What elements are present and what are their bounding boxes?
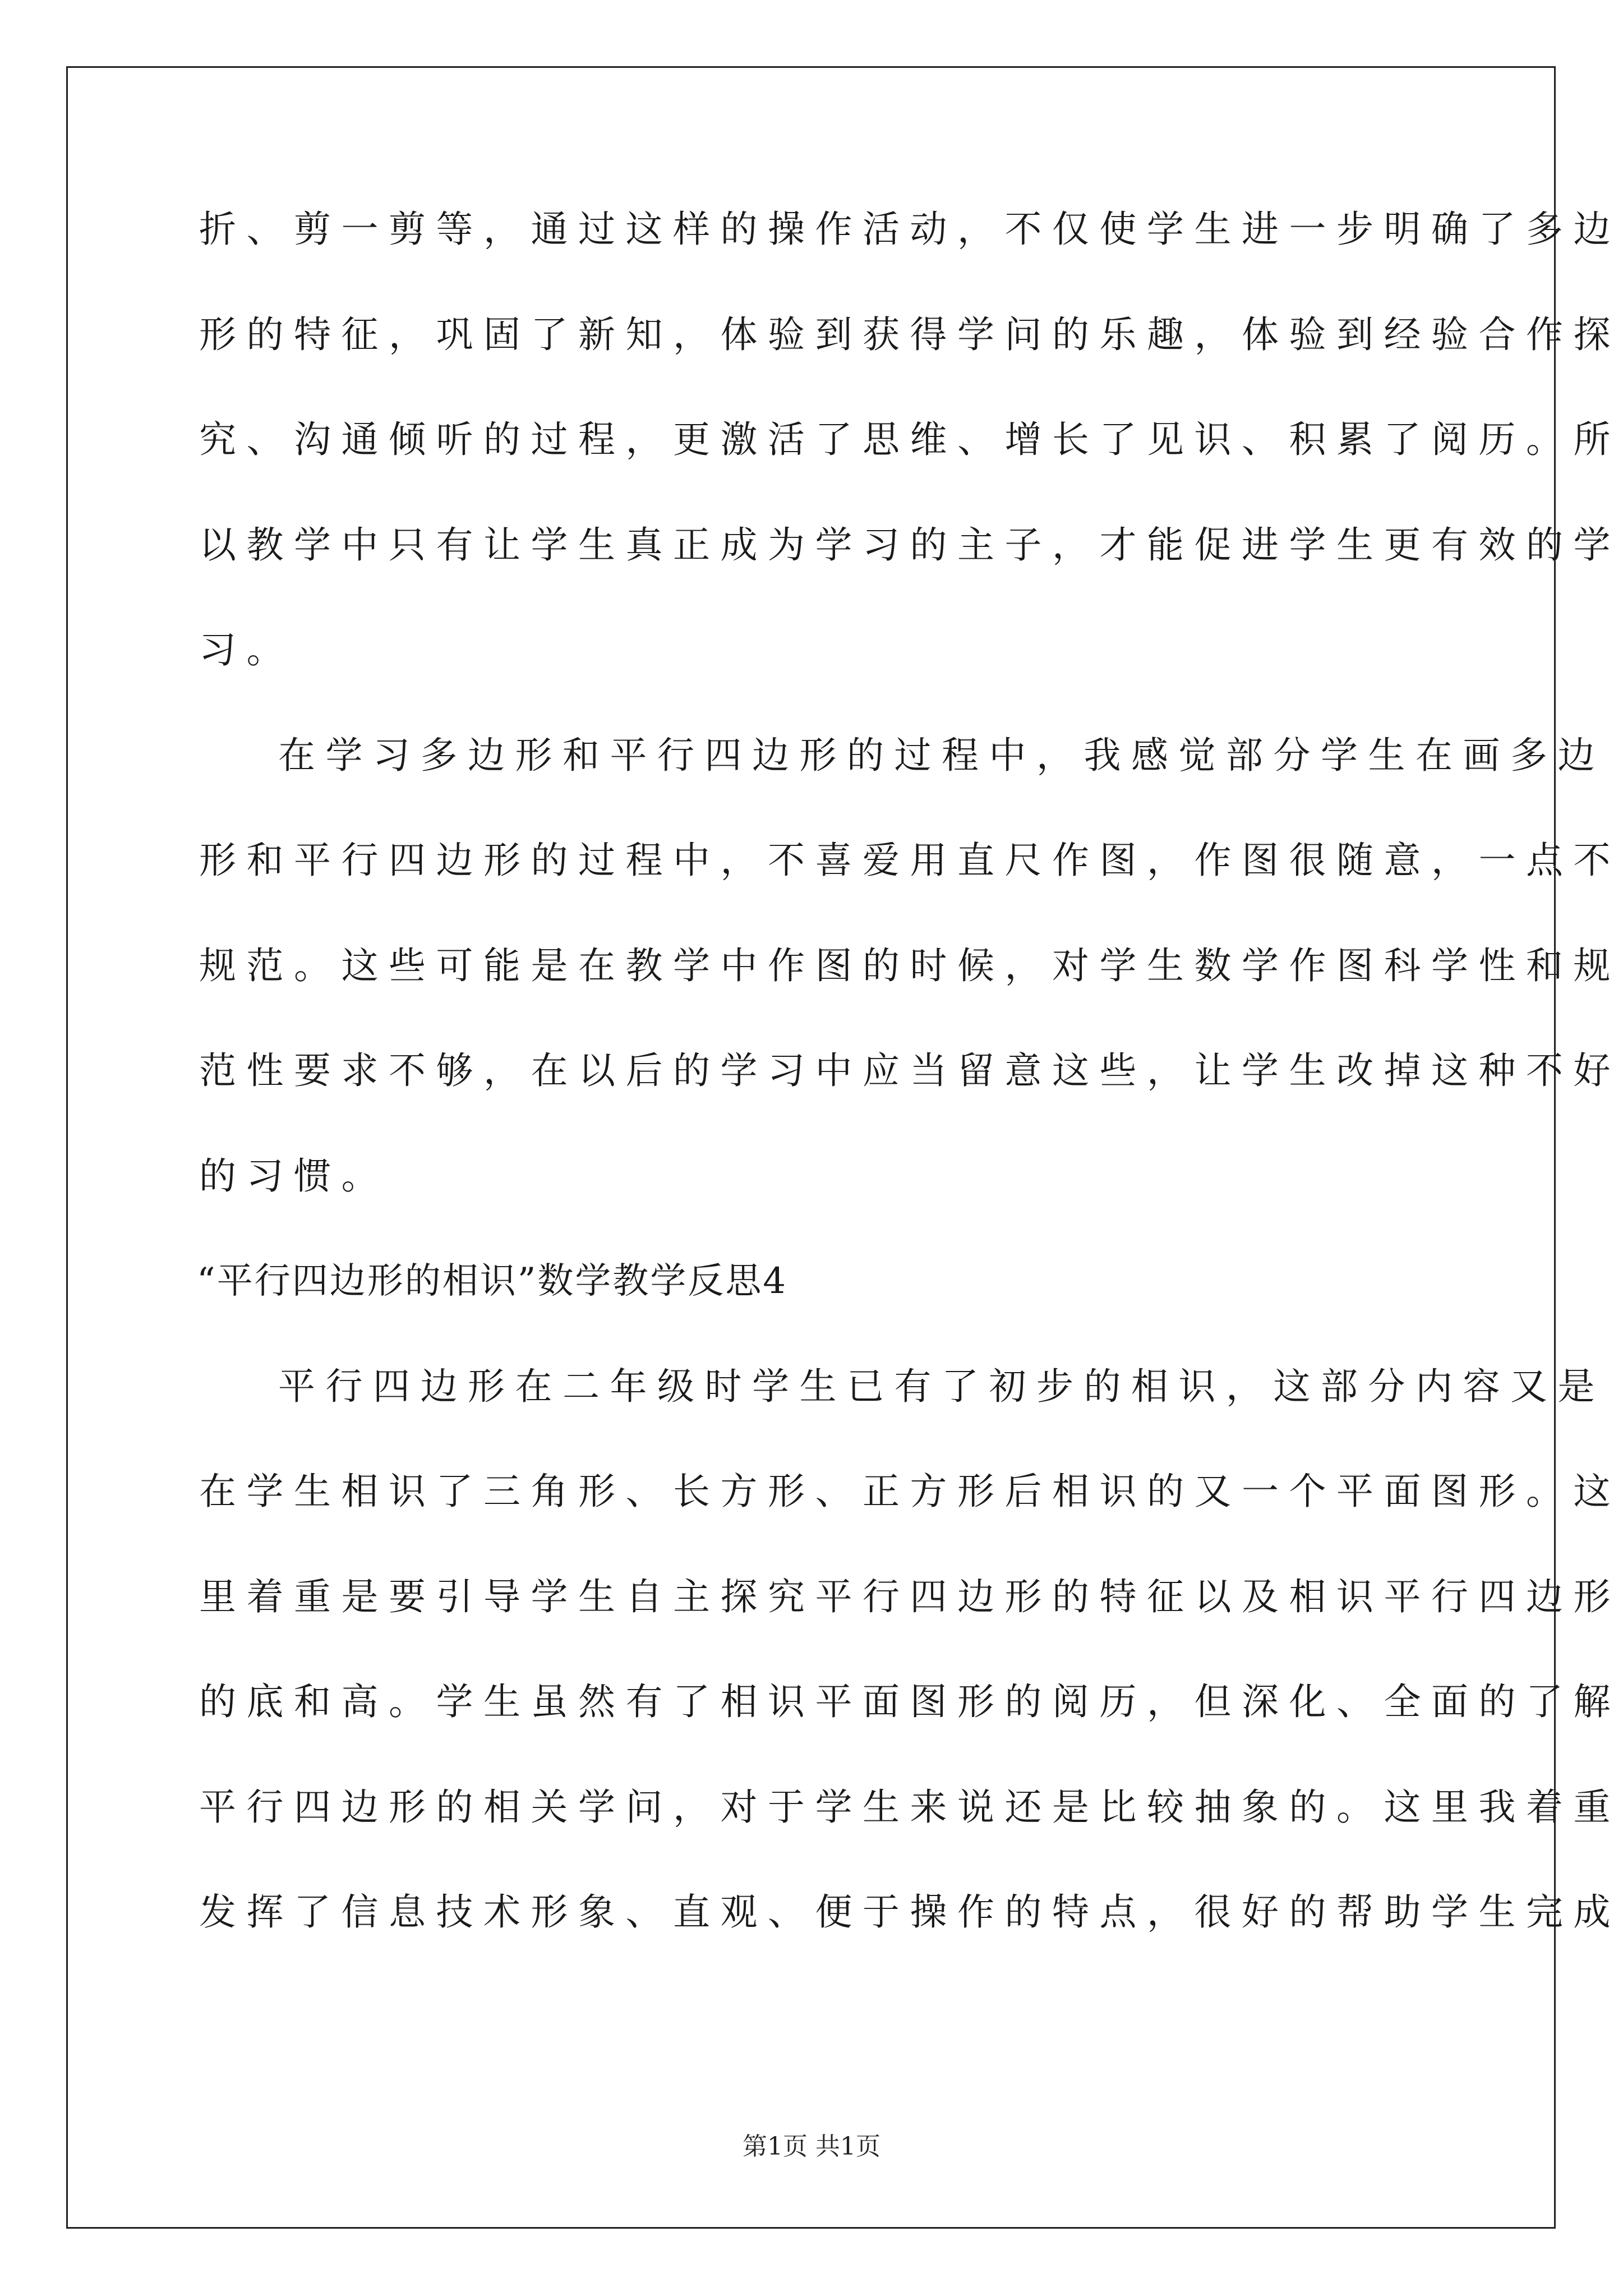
paragraph-line: 范性要求不够，在以后的学习中应当留意这些，让学生改掉这种不好 xyxy=(199,1049,1621,1092)
paragraph-line: 在学习多边形和平行四边形的过程中，我感觉部分学生在画多边 xyxy=(278,733,1605,777)
paragraph-line: 规范。这些可能是在教学中作图的时候，对学生数学作图科学性和规 xyxy=(199,944,1621,987)
paragraph-line: 的底和高。学生虽然有了相识平面图形的阅历，但深化、全面的了解 xyxy=(199,1680,1621,1723)
paragraph-line: 形和平行四边形的过程中，不喜爱用直尺作图，作图很随意，一点不 xyxy=(199,839,1621,882)
paragraph-line: 平行四边形在二年级时学生已有了初步的相识，这部分内容又是 xyxy=(278,1364,1605,1408)
section-heading: “平行四边形的相识”数学教学反思4 xyxy=(197,1260,788,1302)
paragraph-line: 里着重是要引导学生自主探究平行四边形的特征以及相识平行四边形 xyxy=(199,1575,1621,1618)
paragraph-line: 发挥了信息技术形象、直观、便于操作的特点，很好的帮助学生完成 xyxy=(199,1890,1621,1934)
paragraph-line: 折、剪一剪等，通过这样的操作活动，不仅使学生进一步明确了多边 xyxy=(199,208,1621,251)
paragraph-line: 习。 xyxy=(199,628,294,671)
document-body xyxy=(197,208,1621,1999)
paragraph-line: 的习惯。 xyxy=(199,1154,389,1198)
paragraph-line: 平行四边形的相关学问，对于学生来说还是比较抽象的。这里我着重 xyxy=(199,1785,1621,1829)
paragraph-line: 在学生相识了三角形、长方形、正方形后相识的又一个平面图形。这 xyxy=(199,1470,1621,1513)
paragraph-line: 究、沟通倾听的过程，更激活了思维、增长了见识、积累了阅历。所 xyxy=(199,418,1621,461)
paragraph-line: 形的特征，巩固了新知，体验到获得学问的乐趣，体验到经验合作探 xyxy=(199,312,1621,356)
paragraph-line: 以教学中只有让学生真正成为学习的主子，才能促进学生更有效的学 xyxy=(199,523,1621,567)
page-number-footer: 第1页 共1页 xyxy=(743,2132,880,2161)
